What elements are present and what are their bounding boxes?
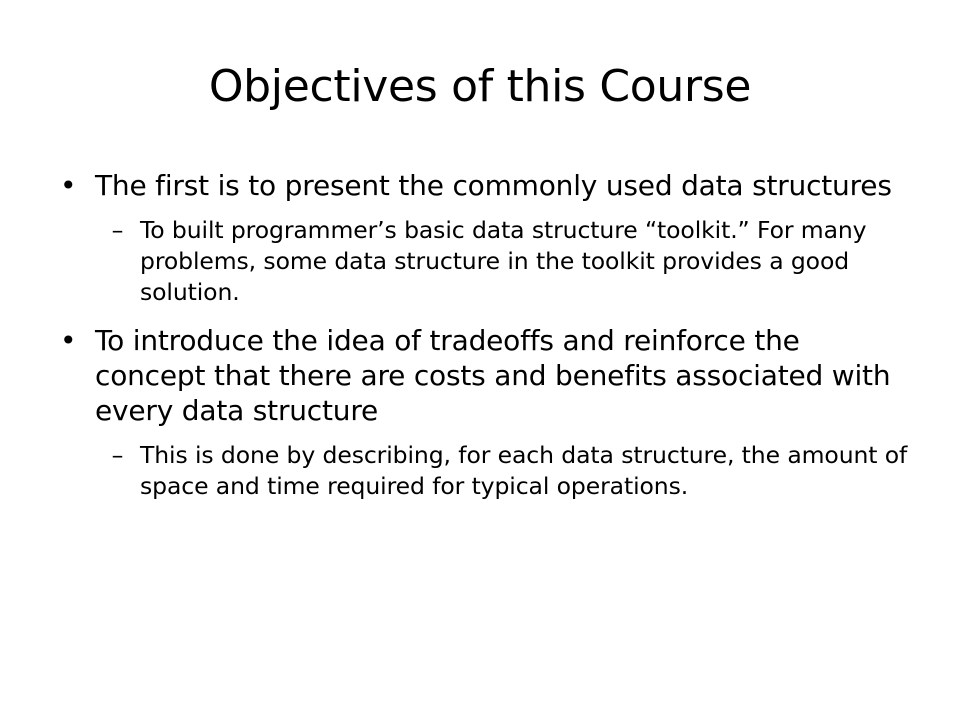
sub-bullet-list [95,215,910,308]
sub-bullet-text: This is done by describing, for each data structure, the amount of space and time required for typical operations. [140,441,908,500]
sub-bullet-item [95,440,910,502]
sub-bullet-item [95,215,910,308]
bullet-text: The first is to present the commonly used data structures [95,169,892,202]
slide-body [60,168,910,517]
dash-icon: – [111,441,124,469]
bullet-list [60,168,910,502]
bullet-text: To introduce the idea of tradeoffs and reinforce the concept that there are costs and benefits associated with every data structure [95,324,891,427]
bullet-icon: • [60,169,77,202]
bullet-item [60,168,910,308]
sub-bullet-list [95,440,910,502]
sub-bullet-text: To built programmer’s basic data structure “toolkit.” For many problems, some data structure in the toolkit provides a good solution. [140,216,867,306]
bullet-item [60,323,910,502]
bullet-icon: • [60,324,77,357]
slide-title: Objectives of this Course [208,61,752,112]
dash-icon: – [111,216,124,244]
